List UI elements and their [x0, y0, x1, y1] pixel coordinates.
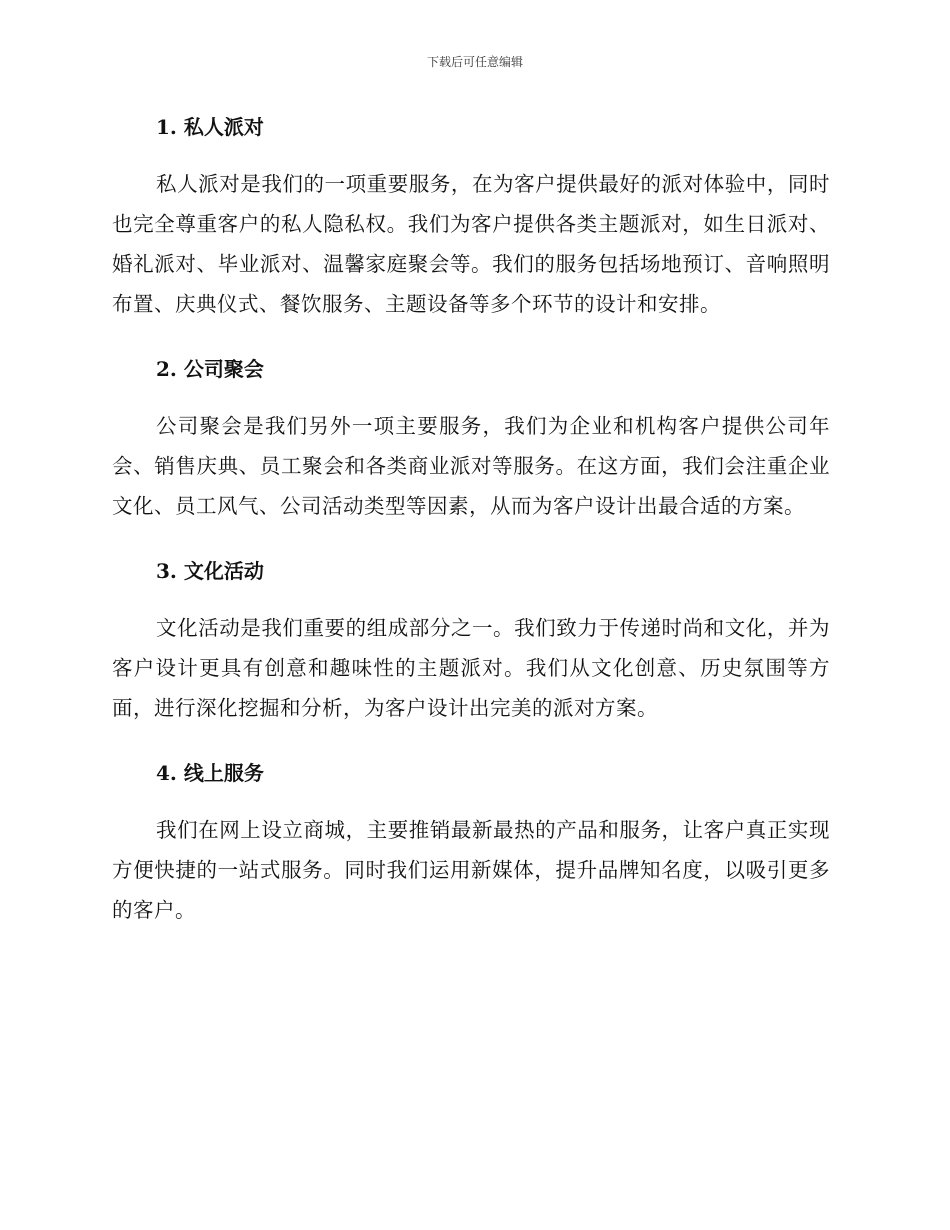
- section-paragraph: 公司聚会是我们另外一项主要服务，我们为企业和机构客户提供公司年会、销售庆典、员工聚会和各类商业派对等服务。在这方面，我们会注重企业文化、员工风气、公司活动类型等因素，从而为客户设计出最合适的方案。: [112, 414, 830, 518]
- section-cultural-activities: [112, 556, 830, 728]
- section-paragraph: 私人派对是我们的一项重要服务，在为客户提供最好的派对体验中，同时也完全尊重客户的私人隐私权。我们为客户提供各类主题派对，如生日派对、婚礼派对、毕业派对、温馨家庭聚会等。我们的服务包括场地预订、音响照明布置、庆典仪式、餐饮服务、主题设备等多个环节的设计和安排。: [112, 172, 830, 316]
- section-paragraph: 我们在网上设立商城，主要推销最新最热的产品和服务，让客户真正实现方便快捷的一站式服务。同时我们运用新媒体，提升品牌知名度，以吸引更多的客户。: [112, 818, 830, 922]
- section-heading: 4. 线上服务: [156, 761, 264, 785]
- section-heading: 2. 公司聚会: [156, 357, 264, 381]
- section-private-party: [112, 112, 830, 324]
- section-paragraph: 文化活动是我们重要的组成部分之一。我们致力于传递时尚和文化，并为客户设计更具有创意和趣味性的主题派对。我们从文化创意、历史氛围等方面，进行深化挖掘和分析，为客户设计出完美的派对方案。: [112, 616, 830, 720]
- section-company-party: [112, 354, 830, 526]
- document-body: [112, 112, 830, 930]
- section-heading: 1. 私人派对: [156, 115, 264, 139]
- section-online-services: [112, 758, 830, 930]
- page-header: 下载后可任意编辑: [426, 55, 523, 69]
- section-heading: 3. 文化活动: [156, 559, 264, 583]
